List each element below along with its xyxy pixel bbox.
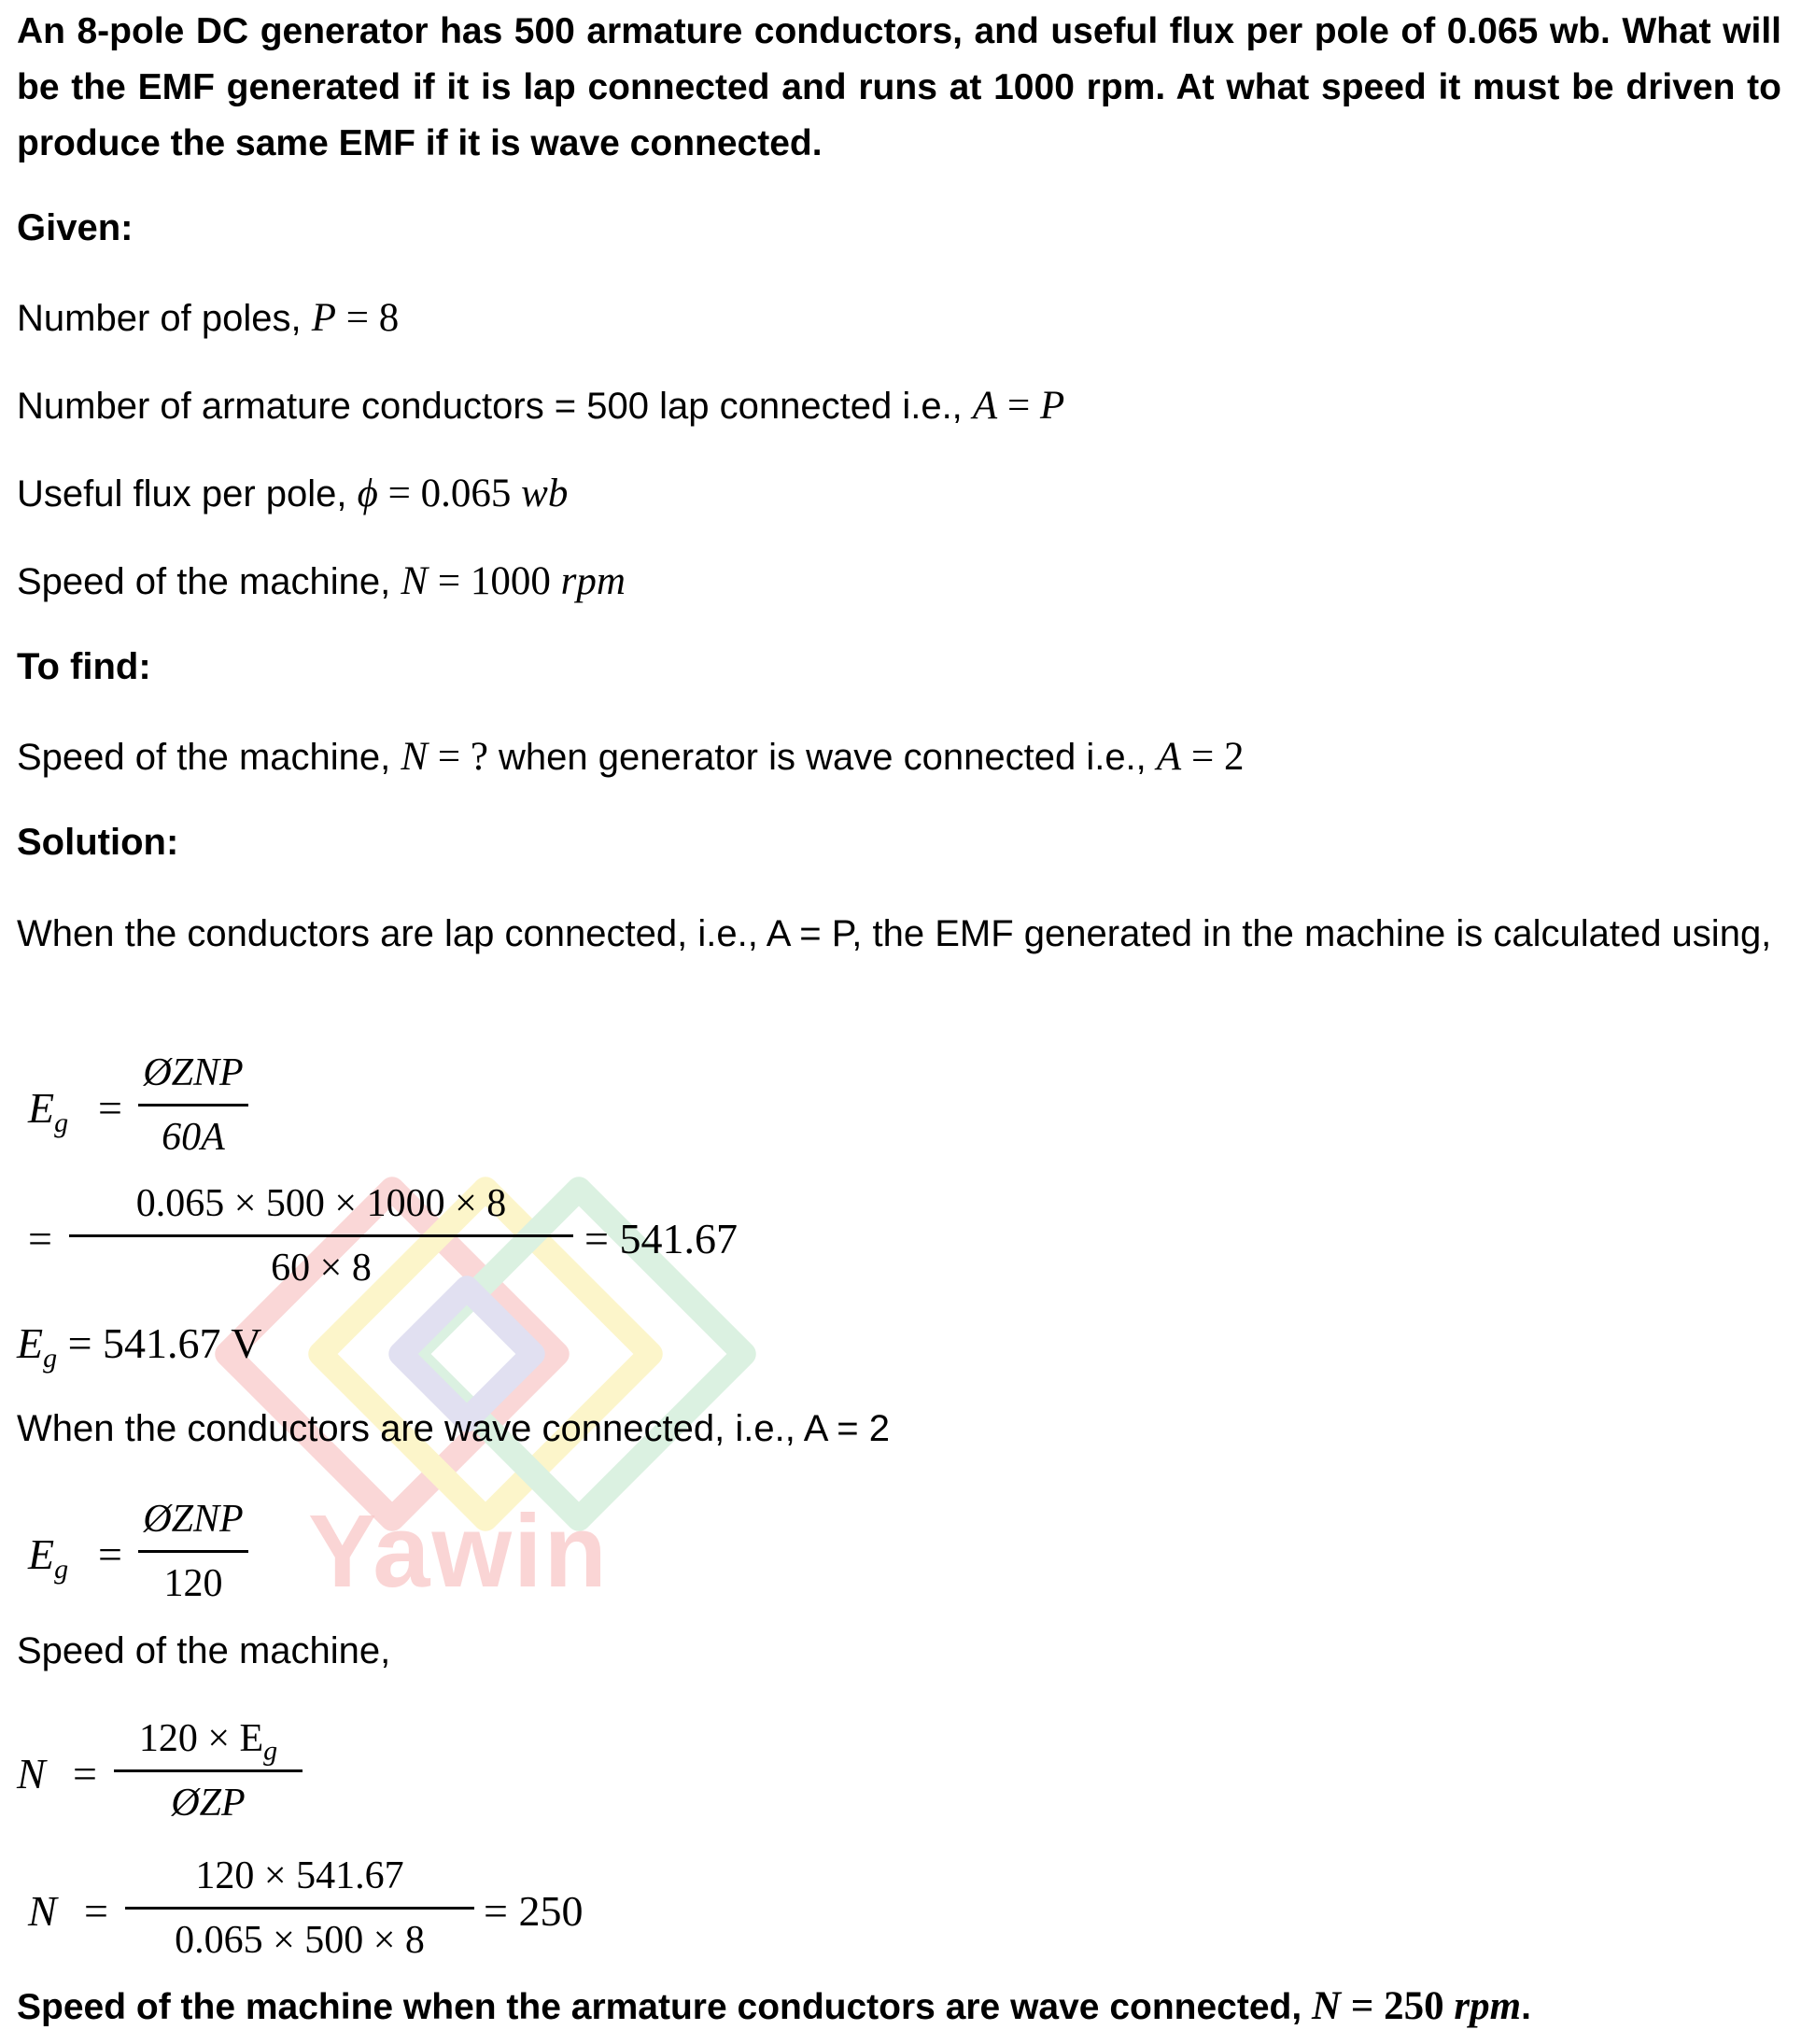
eq6-lhs: N — [28, 1887, 57, 1935]
eq1-fraction — [138, 1046, 248, 1164]
eq2-equals: = — [28, 1215, 52, 1262]
final-answer-math: N = 250 rpm — [1312, 1984, 1522, 2028]
final-answer-end: . — [1521, 1987, 1531, 2027]
eq4-equals: = — [98, 1530, 122, 1578]
tofind-line — [17, 734, 1244, 780]
eq4-bar — [138, 1550, 248, 1553]
eq6-result: = 250 — [484, 1887, 584, 1935]
given-conductors-math: A = P — [972, 384, 1065, 428]
eq2-result: = 541.67 — [584, 1215, 738, 1262]
eq2-fraction — [69, 1177, 573, 1295]
question-text: An 8-pole DC generator has 500 armature conductors, and useful flux per pole of 0.065 wb. What will be the EMF generated if it is lap connected and runs at 1000 rpm. At what speed it must be driven to produce the same EMF if it is wave connected. — [17, 11, 1781, 163]
eq5-equals: = — [73, 1750, 97, 1797]
tofind-math2: A = 2 — [1156, 735, 1245, 779]
eq1-denominator: 60A — [162, 1116, 225, 1159]
given-conductors — [17, 383, 1064, 429]
watermark-diamond-purple — [401, 1288, 532, 1419]
given-speed-text: Speed of the machine, — [17, 561, 401, 602]
eq5-bar — [114, 1769, 303, 1772]
eq1-lhs — [28, 1083, 68, 1139]
tofind-heading: To find: — [17, 646, 151, 687]
eq5-denominator: ØZP — [171, 1782, 246, 1825]
eq6-numerator: 120 × 541.67 — [195, 1854, 404, 1897]
given-flux-math: ϕ = 0.065 wb — [357, 472, 569, 515]
given-speed-math: N = 1000 rpm — [401, 559, 626, 603]
eq2-numerator: 0.065 × 500 × 1000 × 8 — [135, 1182, 507, 1225]
eq1-lhs-sub: g — [54, 1107, 69, 1139]
eq4-denominator: 120 — [163, 1562, 223, 1605]
eq4-lhs: $E_g$ — [28, 1530, 69, 1586]
tofind-text1: Speed of the machine, — [17, 737, 401, 778]
eq5-fraction — [114, 1712, 303, 1830]
given-flux — [17, 471, 568, 516]
given-conductors-text: Number of armature conductors = 500 lap connected i.e., — [17, 386, 973, 427]
eq2-bar — [69, 1234, 573, 1237]
eq2-denominator: 60 × 8 — [271, 1247, 372, 1290]
final-answer — [17, 1983, 1531, 2029]
solution-heading: Solution: — [17, 822, 179, 863]
eq6-fraction — [125, 1849, 474, 1967]
final-answer-text: Speed of the machine when the armature conductors are wave connected, — [17, 1987, 1313, 2027]
given-heading: Given: — [17, 207, 134, 248]
given-poles-math: P = 8 — [311, 296, 400, 340]
eq4-fraction — [138, 1492, 248, 1611]
eq3-symbol: E — [17, 1319, 44, 1367]
eq1-equals: = — [98, 1084, 122, 1132]
lap-intro: When the conductors are lap connected, i.e., A = P, the EMF generated in the machine is calculated using, — [17, 913, 1772, 954]
given-flux-text: Useful flux per pole, — [17, 473, 358, 515]
given-speed — [17, 558, 626, 604]
eq4-numerator: ØZNP — [143, 1498, 244, 1541]
given-poles — [17, 295, 399, 341]
eq1-lhs-symbol: E — [28, 1084, 55, 1132]
tofind-math1: N = ? — [401, 735, 488, 779]
eq5-lhs: N — [17, 1750, 46, 1797]
eq1-bar — [138, 1104, 248, 1107]
wave-intro: When the conductors are wave connected, i.e., A = 2 — [17, 1408, 891, 1449]
eq3-sub: g — [43, 1343, 58, 1374]
eq6-denominator: 0.065 × 500 × 8 — [175, 1919, 425, 1962]
eq1-numerator: ØZNP — [143, 1051, 244, 1094]
speed-intro: Speed of the machine, — [17, 1630, 391, 1671]
eq5-numerator-text: 120 × E — [138, 1717, 264, 1760]
eq3-line — [17, 1318, 261, 1374]
tofind-text2: when generator is wave connected i.e., — [487, 737, 1157, 778]
watermark-text: Yawin — [308, 1494, 609, 1609]
given-poles-text: Number of poles, — [17, 298, 312, 339]
eq5-numerator: $120 \times E_g$ — [138, 1717, 278, 1767]
eq3-value: = 541.67 V — [67, 1319, 262, 1367]
eq6-equals: = — [84, 1887, 108, 1935]
eq6-bar — [125, 1907, 474, 1910]
